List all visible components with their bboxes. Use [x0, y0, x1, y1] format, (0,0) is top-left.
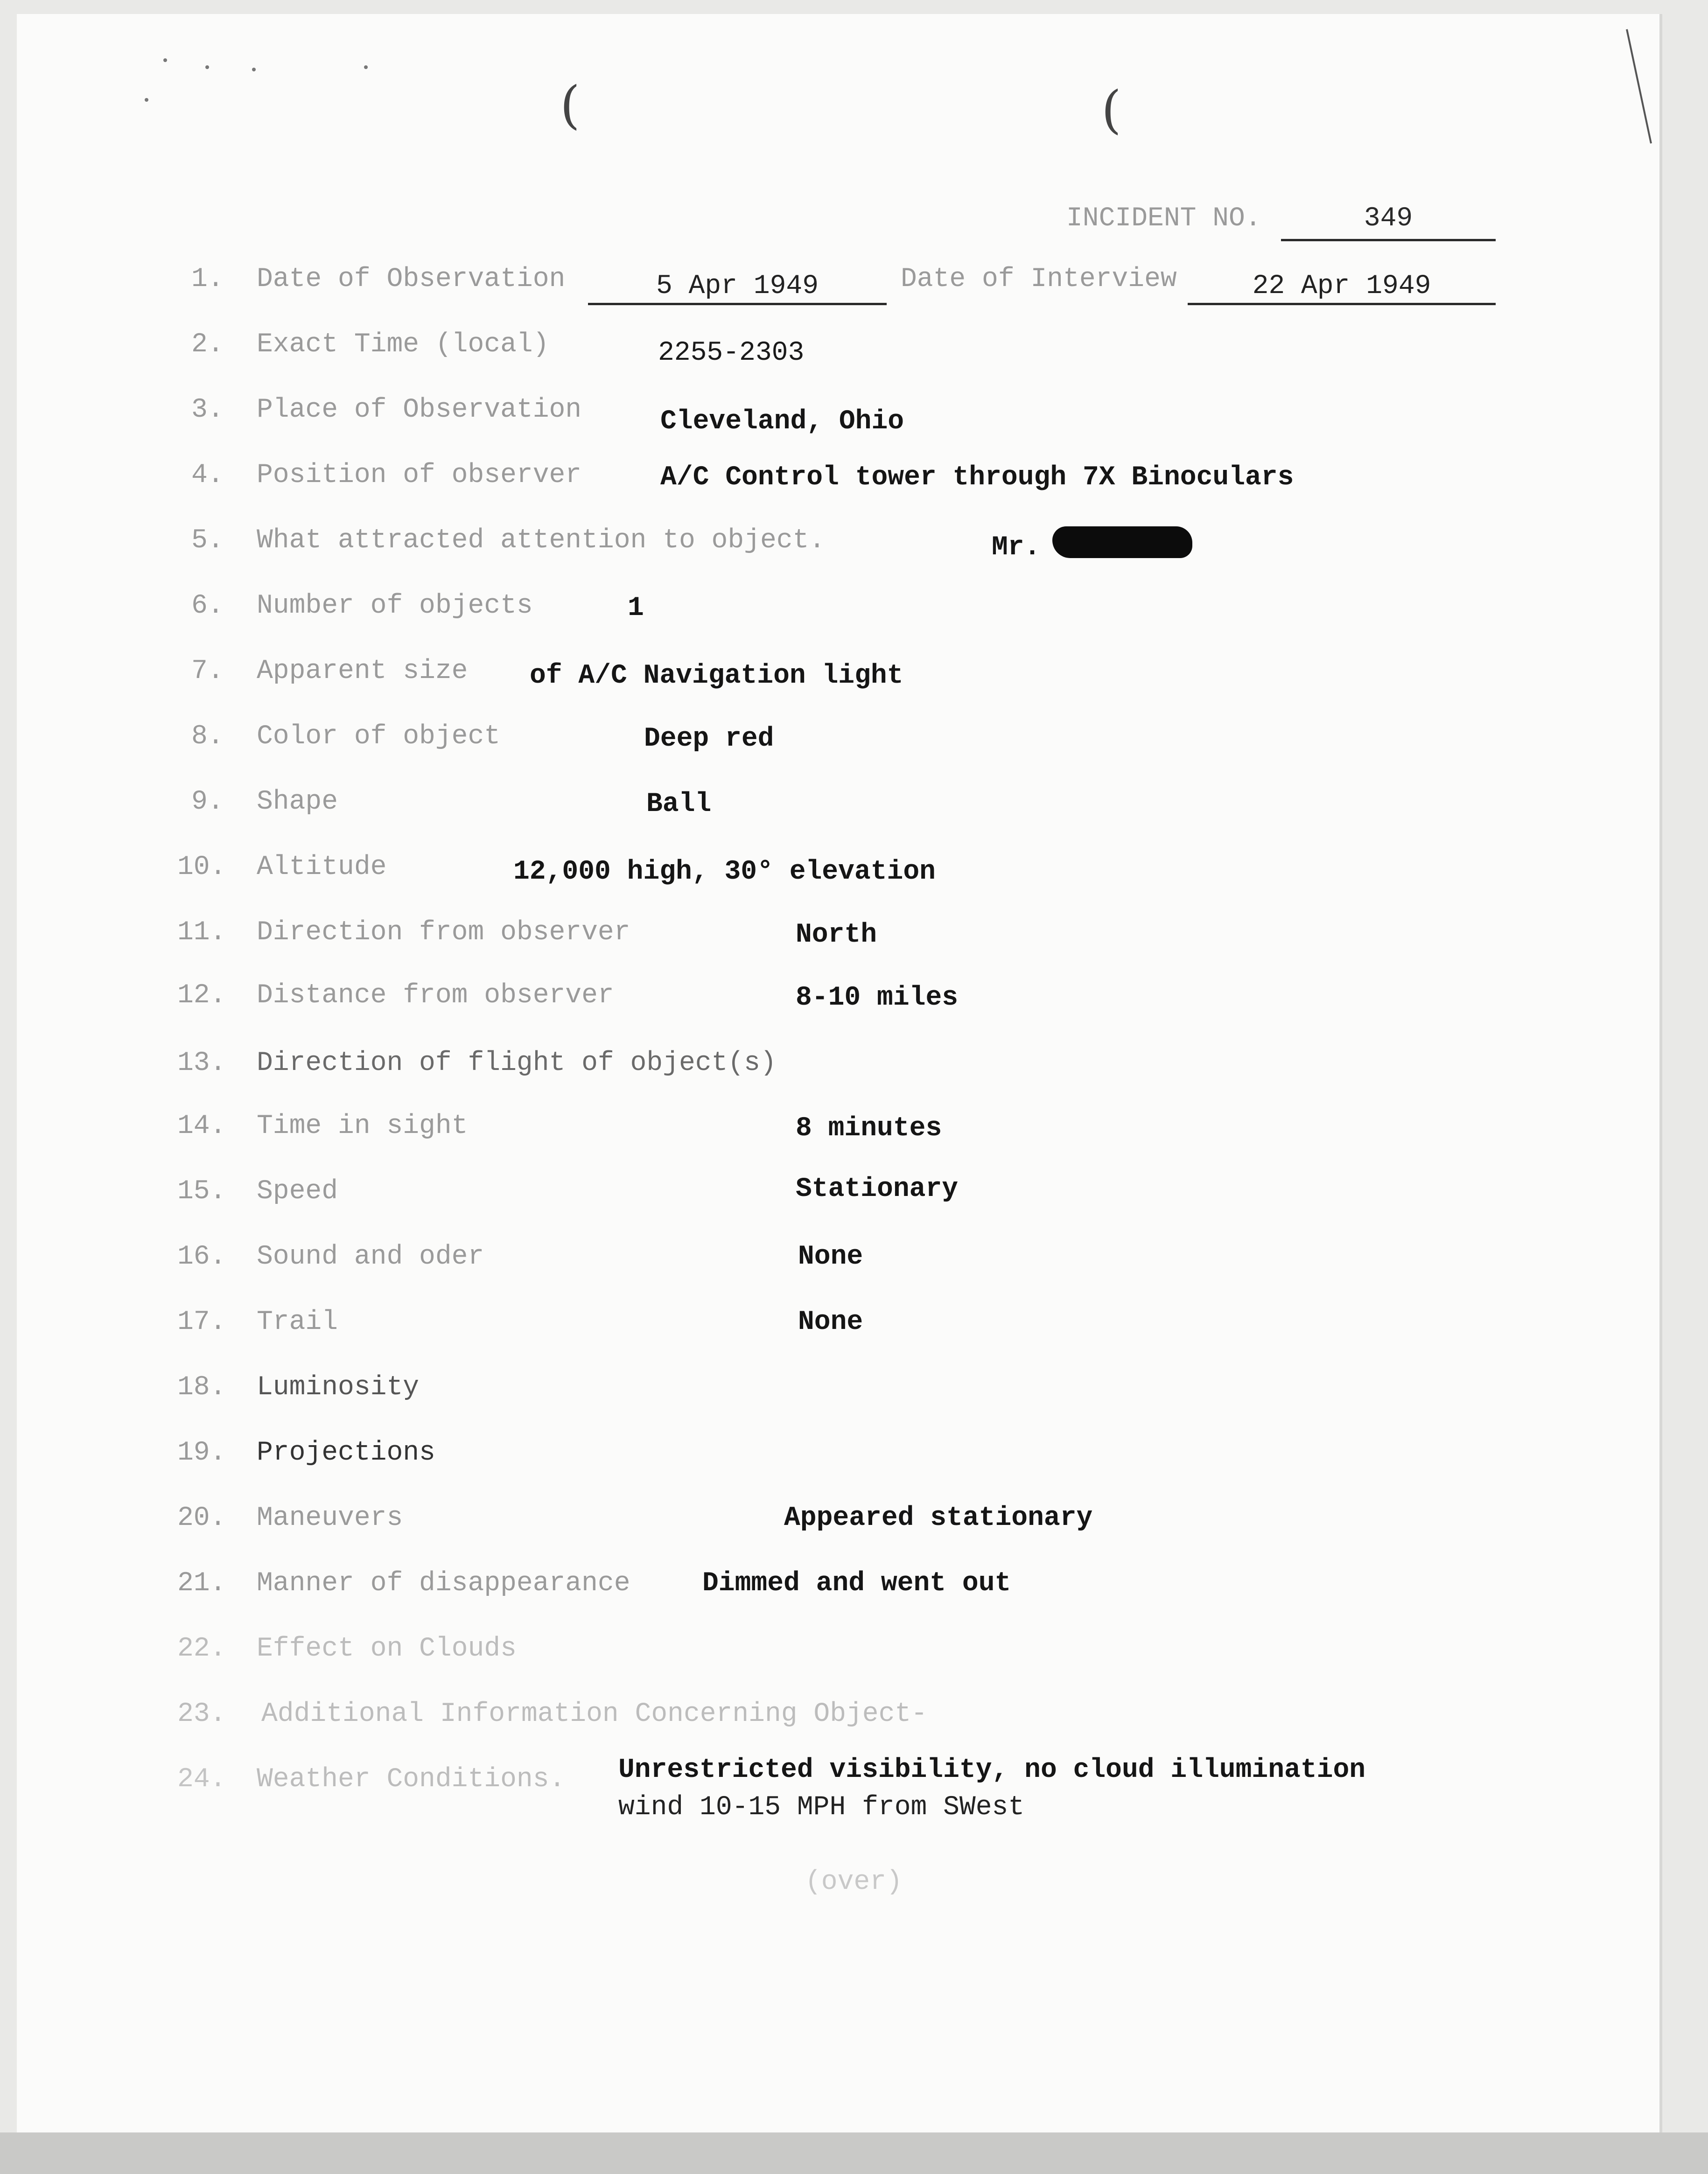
- q17-number: 17.: [177, 1307, 226, 1337]
- q23-label: Additional Information Concerning Object-: [261, 1699, 928, 1729]
- q2-number: 2.: [191, 329, 224, 360]
- q16-label: Sound and oder: [257, 1242, 484, 1272]
- over-note: (over): [805, 1867, 903, 1897]
- q1-number: 1.: [191, 264, 224, 294]
- q5-label: What attracted attention to object.: [257, 525, 826, 556]
- q9-label: Shape: [257, 787, 338, 817]
- q8-number: 8.: [191, 721, 224, 752]
- q11-number: 11.: [177, 917, 226, 948]
- q11-value: North: [796, 920, 877, 950]
- q5-value: Mr.: [992, 532, 1041, 563]
- q3-label: Place of Observation: [257, 395, 582, 425]
- q6-number: 6.: [191, 591, 224, 621]
- q15-value: Stationary: [796, 1174, 959, 1204]
- q19-number: 19.: [177, 1438, 226, 1468]
- q20-value: Appeared stationary: [784, 1503, 1093, 1533]
- q21-value: Dimmed and went out: [702, 1568, 1011, 1599]
- q5-number: 5.: [191, 525, 224, 556]
- q21-label: Manner of disappearance: [257, 1568, 630, 1599]
- q6-value: 1: [628, 593, 644, 623]
- q1-label2: Date of Interview: [901, 264, 1177, 294]
- q20-number: 20.: [177, 1503, 226, 1533]
- incident-label: INCIDENT NO.: [1066, 203, 1261, 234]
- q24-value-line2: wind 10-15 MPH from SWest: [618, 1792, 1025, 1823]
- q15-number: 15.: [177, 1176, 226, 1207]
- q15-label: Speed: [257, 1176, 338, 1207]
- scan-speck: [145, 98, 148, 102]
- scan-speck: [252, 68, 256, 71]
- q4-value: A/C Control tower through 7X Binoculars: [660, 462, 1294, 493]
- q13-label: Direction of flight of object(s): [257, 1048, 777, 1078]
- q14-number: 14.: [177, 1111, 226, 1141]
- q24-label: Weather Conditions.: [257, 1764, 566, 1795]
- q13-number: 13.: [177, 1048, 226, 1078]
- q1-value2: 22 Apr 1949: [1188, 273, 1496, 305]
- q24-value: Unrestricted visibility, no cloud illumination: [618, 1755, 1366, 1785]
- q18-label: Luminosity: [257, 1372, 420, 1403]
- q24-number: 24.: [177, 1764, 226, 1795]
- q17-value: None: [798, 1307, 863, 1337]
- q16-value: None: [798, 1242, 863, 1272]
- q21-number: 21.: [177, 1568, 226, 1599]
- scan-speck: [364, 65, 368, 69]
- redaction-mark: [1052, 526, 1192, 558]
- q12-number: 12.: [177, 980, 226, 1011]
- q7-number: 7.: [191, 656, 224, 686]
- q7-value: of A/C Navigation light: [530, 661, 903, 691]
- binder-mark-left: (: [560, 75, 580, 135]
- q2-value: 2255-2303: [658, 338, 805, 368]
- q8-label: Color of object: [257, 721, 501, 752]
- q17-label: Trail: [257, 1307, 338, 1337]
- q19-label: Projections: [257, 1438, 435, 1468]
- scan-bottom-strip: [0, 2132, 1708, 2174]
- q6-label: Number of objects: [257, 591, 533, 621]
- q12-label: Distance from observer: [257, 980, 614, 1011]
- q20-label: Maneuvers: [257, 1503, 403, 1533]
- q22-label: Effect on Clouds: [257, 1634, 517, 1664]
- q10-label: Altitude: [257, 852, 387, 882]
- q10-number: 10.: [177, 852, 226, 882]
- q2-label: Exact Time (local): [257, 329, 549, 360]
- scan-speck: [163, 58, 167, 62]
- scan-speck: [205, 65, 209, 69]
- q3-value: Cleveland, Ohio: [660, 406, 904, 437]
- q12-value: 8-10 miles: [796, 983, 959, 1013]
- q1-value: 5 Apr 1949: [588, 273, 887, 305]
- q22-number: 22.: [177, 1634, 226, 1664]
- q10-value: 12,000 high, 30° elevation: [513, 857, 936, 887]
- q3-number: 3.: [191, 395, 224, 425]
- incident-number: 349: [1281, 205, 1496, 241]
- q4-number: 4.: [191, 460, 224, 490]
- q9-value: Ball: [646, 789, 712, 819]
- q8-value: Deep red: [644, 724, 774, 754]
- q9-number: 9.: [191, 787, 224, 817]
- q23-number: 23.: [177, 1699, 226, 1729]
- binder-mark-right: (: [1101, 80, 1121, 140]
- q14-label: Time in sight: [257, 1111, 468, 1141]
- q11-label: Direction from observer: [257, 917, 630, 948]
- q16-number: 16.: [177, 1242, 226, 1272]
- q7-label: Apparent size: [257, 656, 468, 686]
- q18-number: 18.: [177, 1372, 226, 1403]
- q4-label: Position of observer: [257, 460, 582, 490]
- q14-value: 8 minutes: [796, 1113, 942, 1144]
- q1-label: Date of Observation: [257, 264, 566, 294]
